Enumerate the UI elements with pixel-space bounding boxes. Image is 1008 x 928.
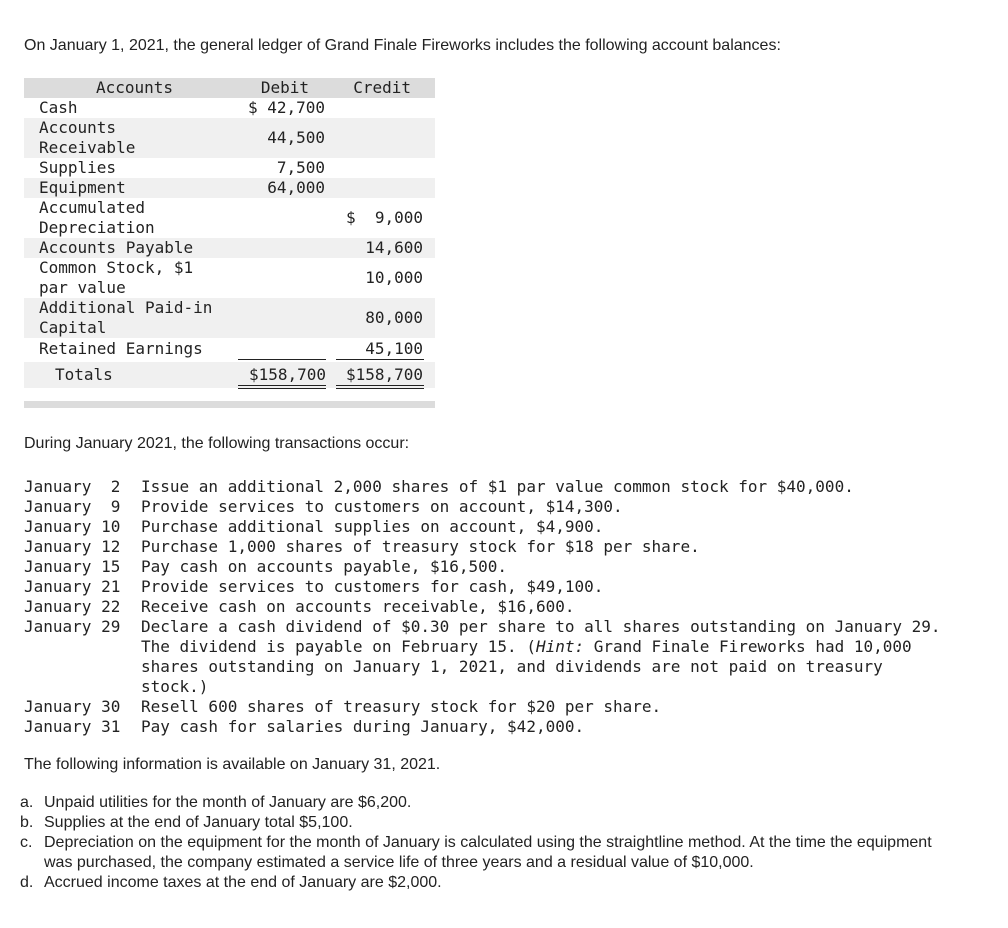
list-item-label: b. (20, 814, 34, 831)
account-name: Common Stock, $1 (39, 258, 194, 277)
account-name-cont: Depreciation (39, 218, 155, 237)
account-name-cont: par value (39, 278, 126, 297)
totals-label: Totals (55, 365, 113, 384)
transaction-date: January 12 (24, 537, 121, 556)
credit-value: 14,600 (365, 238, 423, 257)
transactions-list (24, 477, 964, 737)
total-credit-value: $158,700 (345, 365, 423, 384)
info-text: The following information is available on January 31, 2021. (24, 756, 441, 773)
account-name-cont: Capital (39, 318, 107, 337)
transaction-desc: Resell 600 shares of treasury stock for $20 per share. (141, 697, 662, 716)
transaction-desc: Purchase additional supplies on account, $4,900. (141, 517, 604, 536)
credit-value: 10,000 (365, 268, 423, 287)
transaction-date: January 21 (24, 577, 121, 596)
transaction-desc: Issue an additional 2,000 shares of $1 par value common stock for $40,000. (141, 477, 854, 496)
debit-double-underline (238, 385, 326, 389)
intro-text: On January 1, 2021, the general ledger of Grand Finale Fireworks includes the following account balances: (24, 37, 781, 54)
account-name: Supplies (39, 158, 117, 177)
account-name: Accounts Payable (39, 238, 194, 257)
transaction-row (24, 697, 964, 717)
transaction-row (24, 517, 964, 537)
transaction-date: January 15 (24, 557, 121, 576)
transaction-row (24, 597, 964, 617)
ledger-row-accumulated-depreciation (24, 198, 435, 238)
transaction-desc (141, 617, 951, 697)
list-item-text: Accrued income taxes at the end of January are $2,000. (44, 874, 442, 891)
debit-underline (238, 359, 326, 360)
transaction-row (24, 477, 964, 497)
ledger-row-cash (24, 98, 435, 118)
debit-value: 44,500 (267, 128, 325, 147)
credit-value: 45,100 (365, 339, 423, 358)
ledger-row-common-stock (24, 258, 435, 298)
list-item (20, 833, 970, 873)
transaction-desc: Pay cash for salaries during January, $42,000. (141, 717, 585, 736)
credit-value: $ 9,000 (345, 208, 423, 227)
total-debit-value: $158,700 (248, 365, 326, 384)
list-item-text: Depreciation on the equipment for the month of January is calculated using the straightline method. At the time the equipment was purchased, the company estimated a service life of three years and a residual value of $10,000. (44, 834, 932, 871)
debit-header: Debit (260, 78, 309, 97)
credit-double-underline (336, 385, 424, 389)
during-text: During January 2021, the following transactions occur: (24, 435, 410, 452)
account-name-cont: Receivable (39, 138, 136, 157)
hint-label: Hint: (535, 637, 585, 656)
transaction-desc: Provide services to customers for cash, $49,100. (141, 577, 604, 596)
transaction-row (24, 577, 964, 597)
transaction-row (24, 717, 964, 737)
transaction-desc-part: Grand Finale Fireworks had 10,000 shares outstanding on January 1, 2021, and dividends are not paid on treasury stock.) (141, 637, 922, 696)
transaction-date: January 9 (24, 497, 121, 516)
transaction-date: January 29 (24, 617, 121, 636)
list-item-label: d. (20, 874, 34, 891)
account-name: Additional Paid-in (39, 298, 213, 317)
account-name: Retained Earnings (39, 339, 203, 358)
credit-value: 80,000 (365, 308, 423, 327)
list-item (20, 793, 970, 813)
transaction-date: January 22 (24, 597, 121, 616)
transaction-row (24, 497, 964, 517)
ledger-row-equipment (24, 178, 435, 198)
list-item-text: Unpaid utilities for the month of January are $6,200. (44, 794, 412, 811)
debit-value: $ 42,700 (247, 98, 325, 117)
adjustments-list (20, 793, 970, 893)
accounts-header: Accounts (96, 78, 174, 97)
credit-header: Credit (353, 78, 411, 97)
transaction-desc: Pay cash on accounts payable, $16,500. (141, 557, 508, 576)
list-item (20, 873, 970, 893)
transaction-desc: Receive cash on accounts receivable, $16,600. (141, 597, 575, 616)
transaction-date: January 10 (24, 517, 121, 536)
account-name: Accounts (39, 118, 117, 137)
account-name: Cash (39, 98, 78, 117)
transaction-row (24, 557, 964, 577)
list-item-text: Supplies at the end of January total $5,100. (44, 814, 353, 831)
ledger-row-retained-earnings (24, 338, 435, 360)
transaction-date: January 31 (24, 717, 121, 736)
ledger-row-accounts-payable (24, 238, 435, 258)
credit-underline (336, 359, 424, 360)
debit-value: 64,000 (267, 178, 325, 197)
transaction-desc-part: Declare a cash dividend of $0.30 per share to all shares outstanding on January 29. The dividend is payable on February 15. ( (141, 617, 951, 656)
transaction-date: January 2 (24, 477, 121, 496)
ledger-row-accounts-receivable (24, 118, 435, 158)
debit-value: 7,500 (276, 158, 325, 177)
ledger-row-additional-paid-in-capital (24, 298, 435, 338)
transaction-row (24, 537, 964, 557)
list-item (20, 813, 970, 833)
account-name: Accumulated (39, 198, 145, 217)
ledger-header-row (24, 78, 435, 98)
transaction-date: January 30 (24, 697, 121, 716)
transaction-desc: Purchase 1,000 shares of treasury stock for $18 per share. (141, 537, 700, 556)
transaction-row (24, 617, 964, 697)
account-name: Equipment (39, 178, 126, 197)
list-item-label: a. (20, 794, 34, 811)
list-item-label: c. (20, 834, 33, 851)
transaction-desc: Provide services to customers on account, $14,300. (141, 497, 623, 516)
ledger-table (24, 78, 435, 408)
ledger-bottom-bar (24, 401, 435, 408)
ledger-row-supplies (24, 158, 435, 178)
